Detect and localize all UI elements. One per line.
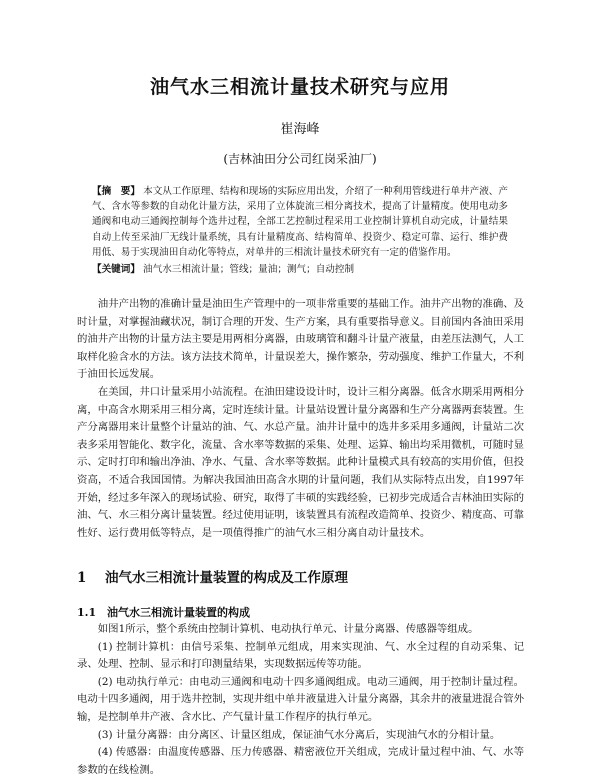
section-heading: [77, 566, 524, 586]
keywords-label: 【关键词】: [92, 264, 140, 275]
paper-title: 油气水三相流计量技术研究与应用: [149, 76, 450, 98]
author-name: 崔海峰: [280, 122, 320, 137]
section-title: 油气水三相流计量装置的构成及工作原理: [105, 570, 348, 586]
author-affiliation: (吉林油田分公司红岗采油厂): [223, 152, 377, 166]
keywords: [92, 262, 508, 277]
section-number: 1: [77, 570, 87, 586]
abstract-text: 本文从工作原理、结构和现场的实际应用出发，介绍了一种利用管线进行单井产液、产气、含水等参数的自动化计量方法，采用了立体旋流三相分离技术，提高了计量精度。使用电动多通阀和电动三通阀控制每个选井过程，全部工艺控制过程采用工业控制计算机自动完成，计量结果自动上传至采油厂无线计量系统，具有计量精度高、结构简单、投资少、稳定可靠、运行、维护费用低、易于实现油田自动化等特点，对单井的三相流计量技术研究有一定的借鉴作用。: [92, 186, 509, 258]
intro-paragraph: 在美国，井口计量采用小站流程。在油田建设设计时，设计三相分离器。低含水期采用两相分离，中高含水期采用三相分离，定时连续计量。计量站设置计量分离器和生产分离器两套装置。生产分离器用来计量整个计量站的油、气、水总产量。油井计量中的选井多采用多通阀，计量站二次表多采用智能化、数字化，流量、含水率等数据的采集、处理、运算、输出均采用微机，可随时显示、定时打印和输出净油、净水、气量、含水率等数据。此种计量模式具有较高的实用价值，但投资高，不适合我国国情。为解决我国油田高含水期的计量问题，我们从实际特点出发，自1997年开始，经过多年深入的现场试验、研究，取得了丰硕的实践经验，已初步完成适合吉林油田实际的油、气、水三相分离计量装置。经过使用证明，该装置具有流程改造简单、投资少、精度高、可靠性好、运行费用低等特点，是一项值得推广的油气水三相分离自动计量技术。: [77, 385, 524, 539]
subsection-heading: [77, 604, 524, 620]
intro-section: [77, 296, 524, 542]
subsection-body: [77, 621, 524, 779]
abstract-label: 【摘 要】: [92, 186, 141, 197]
body-paragraph: (2) 电动执行单元：由电动三通阀和电动十四多通阀组成。电动三通阀，用于控制计量过程。电动十四多通阀，用于选井控制，实现井组中单井液量进入计量分离器，其余井的液量进混合管外输，是控制单井产液、含水比、产气量计量工作程序的执行单元。: [77, 675, 524, 723]
keywords-text: 油气水三相流计量；管线；量油；测气；自动控制: [143, 264, 355, 275]
abstract: [92, 184, 508, 260]
subsection-number: 1.1: [77, 606, 97, 619]
subsection-title: 油气水三相流计量装置的构成: [107, 606, 250, 619]
body-paragraph: (3) 计量分离器：由分离区、计量区组成，保证油气水分离后，实现油气水的分相计量。: [97, 728, 501, 741]
body-paragraph: 如图1所示，整个系统由控制计算机、电动执行单元、计量分离器、传感器等组成。: [97, 623, 479, 635]
body-paragraph: (4) 传感器：由温度传感器、压力传感器、精密液位开关组成，完成计量过程中油、气、水等参数的在线检测。: [77, 746, 524, 776]
body-paragraph: (1) 控制计算机：由信号采集、控制单元组成，用来实现油、气、水全过程的自动采集、记录、处理、控制、显示和打印测量结果，实现数据远传等功能。: [77, 640, 524, 671]
intro-paragraph: 油井产出物的准确计量是油田生产管理中的一项非常重要的基础工作。油井产出物的准确、及时计量，对掌握油藏状况，制订合理的开发、生产方案，具有重要指导意义。目前国内各油田采用的油井产出物的计量方法主要是用两相分离器，由玻璃管和翻斗计量产液量，由差压法测气，人工取样化验含水的方法。该方法技术简单，计量误差大，操作繁杂，劳动强度、维护工作量大，不利于油田长远发展。: [77, 298, 524, 381]
